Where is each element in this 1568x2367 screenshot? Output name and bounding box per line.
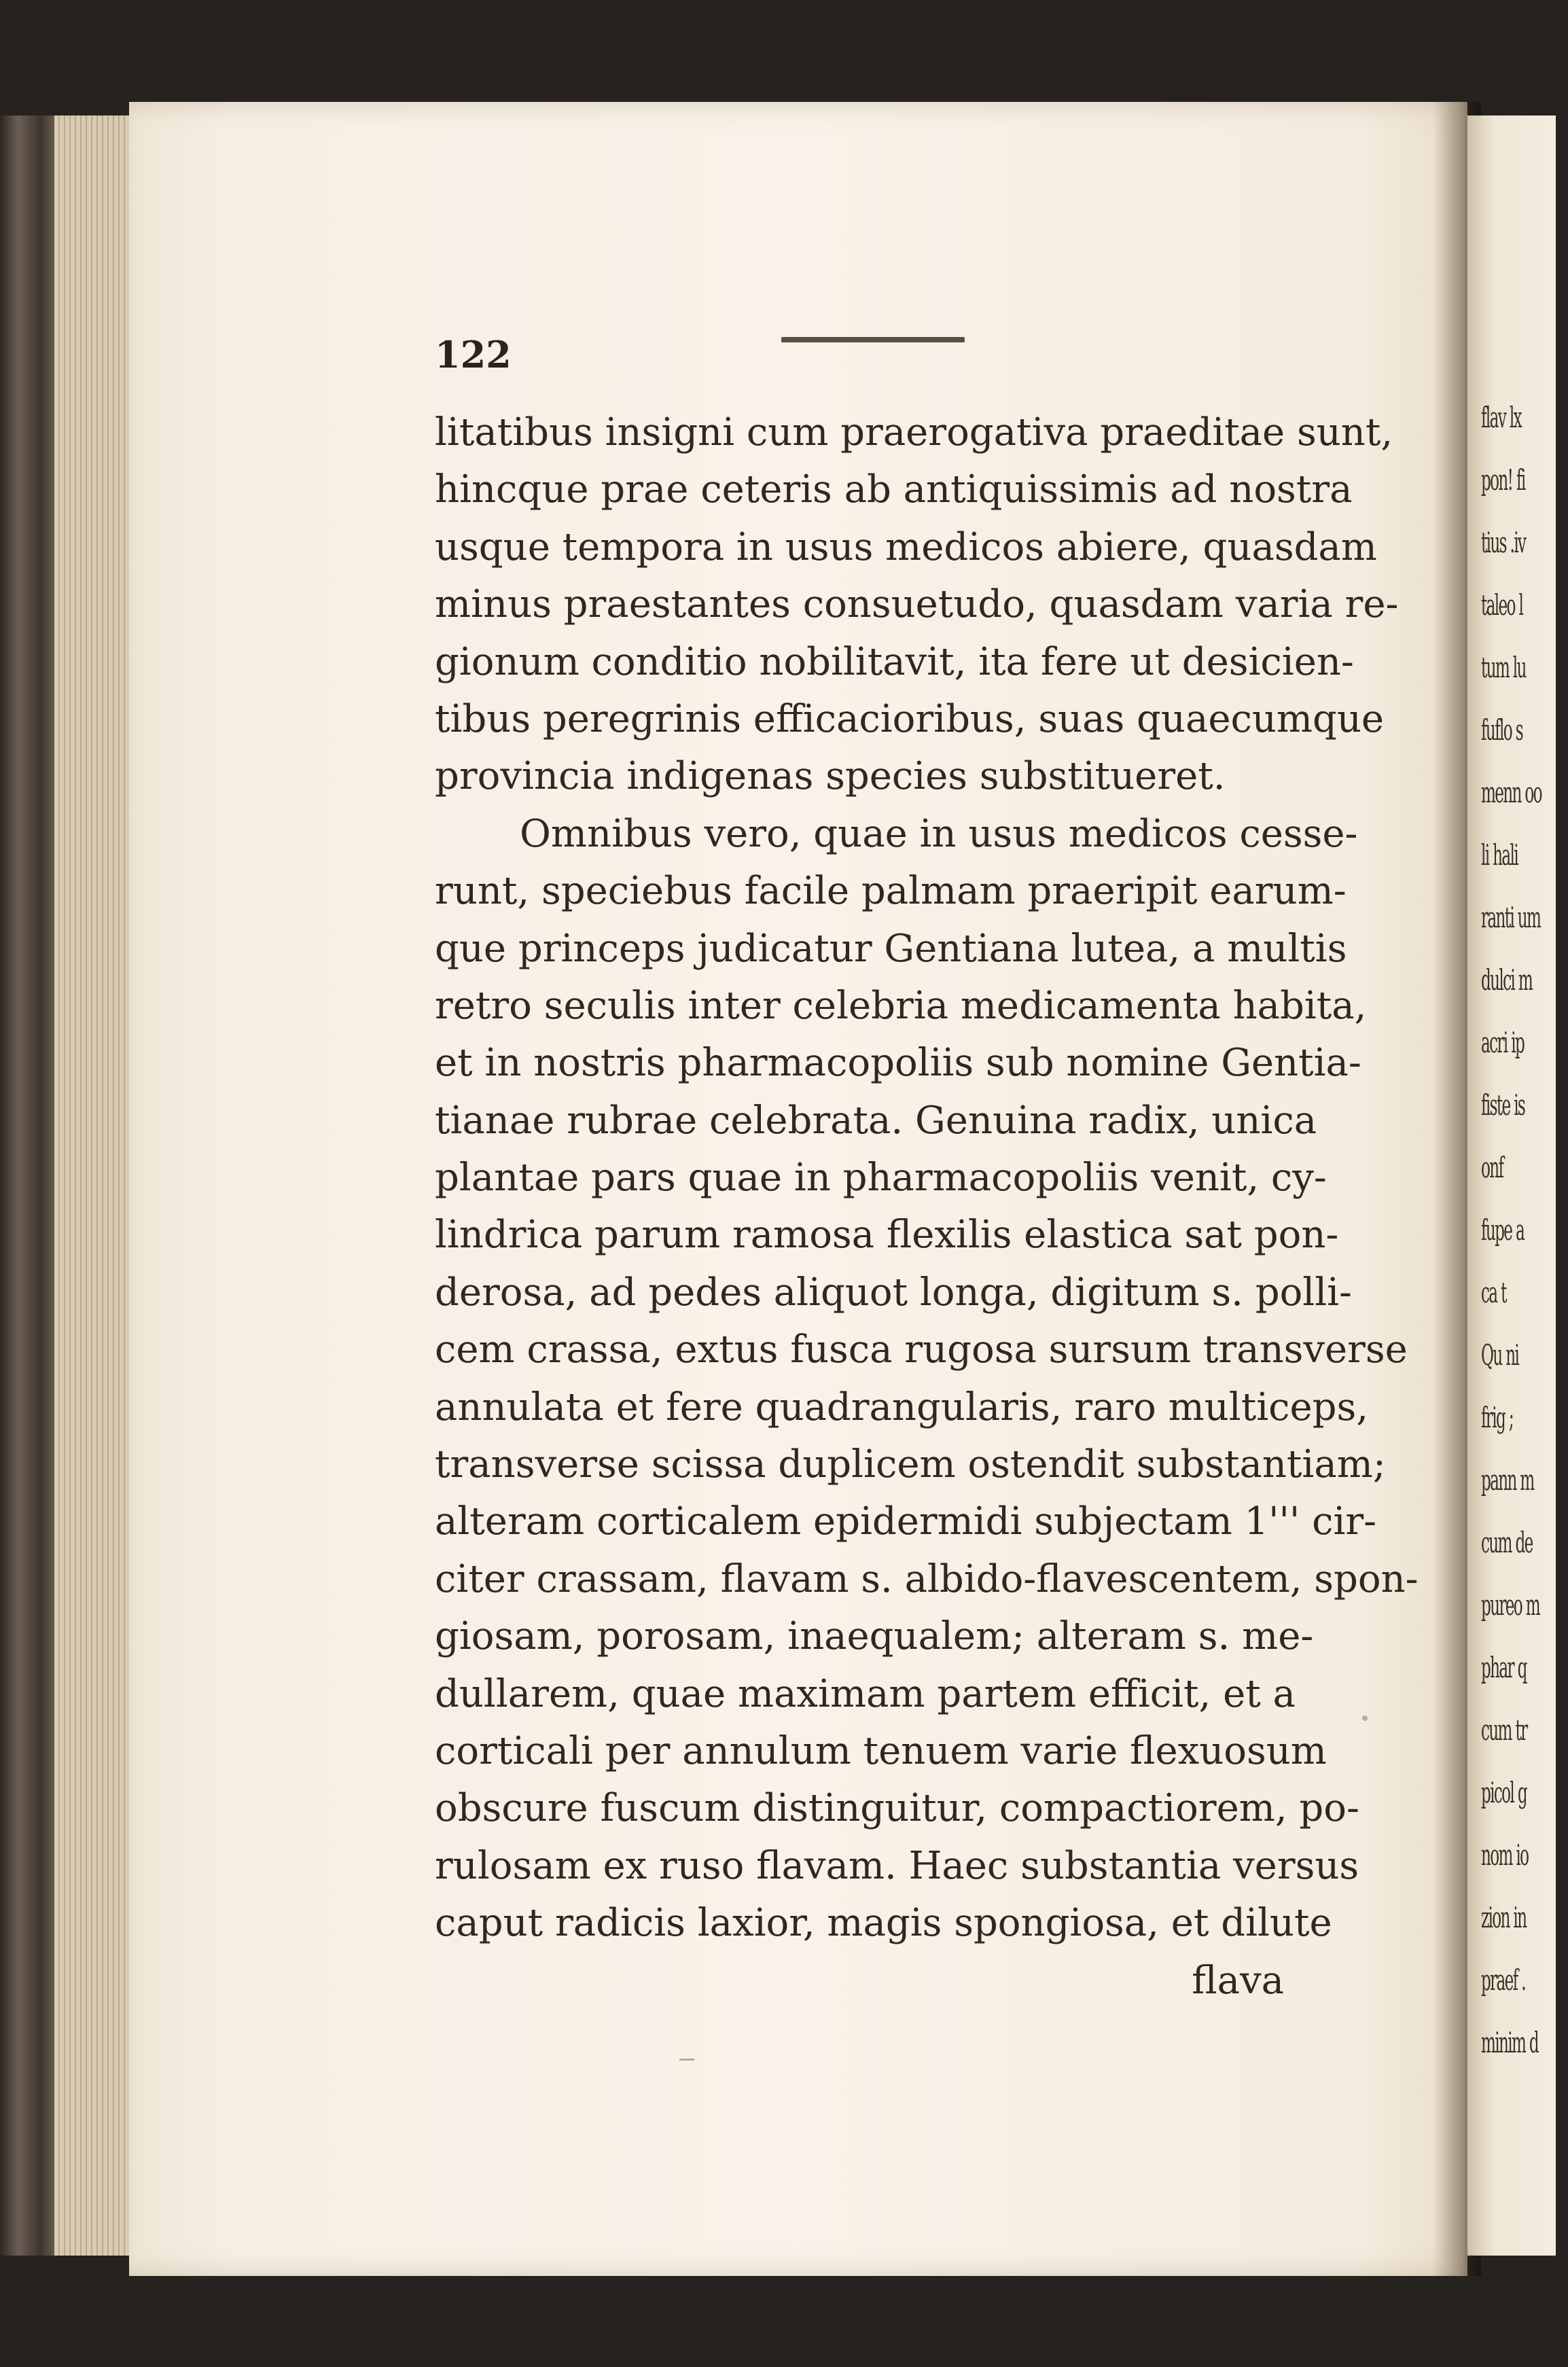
fragment-line: ranti um — [1481, 901, 1541, 934]
fragment-line: fupe a — [1481, 1213, 1525, 1247]
text-line: et in nostris pharmacopoliis sub nomine Gentia- — [435, 1041, 1361, 1086]
fragment-line: pureo m — [1481, 1588, 1539, 1622]
fragment-line: tum lu — [1481, 651, 1526, 684]
text-line: alteram corticalem epidermidi subjectam 1''' cir- — [435, 1499, 1377, 1544]
fragment-line: cum de — [1481, 1526, 1533, 1559]
fragment-line: fiste is — [1481, 1088, 1525, 1122]
fragment-line: li hali — [1481, 838, 1518, 872]
text-line: citer crassam, flavam s. albido-flavescentem, spon- — [435, 1556, 1419, 1601]
text-line: hincque prae ceteris ab antiquissimis ad nostra — [435, 467, 1353, 512]
catchword: flava — [1192, 1958, 1284, 2003]
text-line: obscure fuscum distinguitur, compactiorem, po- — [435, 1786, 1359, 1831]
text-line: Omnibus vero, quae in usus medicos cesse- — [520, 811, 1358, 856]
header-rule — [781, 337, 965, 342]
text-line: retro seculis inter celebria medicamenta habita, — [435, 983, 1367, 1028]
fragment-line: minim d — [1481, 2026, 1539, 2059]
text-line: annulata et fere quadrangularis, raro multiceps, — [435, 1385, 1369, 1429]
text-line: que princeps judicatur Gentiana lutea, a multis — [435, 926, 1347, 971]
fragment-line: flav lx — [1481, 401, 1521, 434]
fragment-line: Qu ni — [1481, 1338, 1519, 1372]
fragment-line: menn oo — [1481, 776, 1542, 809]
text-line: lindrica parum ramosa flexilis elastica sat pon- — [435, 1213, 1339, 1258]
text-line: corticali per annulum tenuem varie flexuosum — [435, 1728, 1327, 1773]
fragment-line: pann m — [1481, 1463, 1534, 1497]
fragment-line: cum tr — [1481, 1713, 1527, 1747]
fragment-line: praef . — [1481, 1963, 1525, 1997]
footer-dash — [679, 2059, 694, 2061]
text-line: rulosam ex ruso flavam. Haec substantia versus — [435, 1843, 1359, 1888]
text-line: dullarem, quae maximam partem efficit, et a — [435, 1671, 1296, 1716]
fragment-line: phar q — [1481, 1651, 1527, 1684]
text-line: transverse scissa duplicem ostendit substantiam; — [435, 1442, 1386, 1487]
fragment-line: pon! fi — [1481, 463, 1525, 497]
text-line: caput radicis laxior, magis spongiosa, et dilute — [435, 1901, 1332, 1946]
fragment-line: dulci m — [1481, 963, 1533, 997]
text-line: plantae pars quae in pharmacopoliis venit, cy- — [435, 1156, 1327, 1200]
fragment-line: nom io — [1481, 1838, 1529, 1872]
page-number: 122 — [435, 333, 512, 376]
next-page-edge — [1467, 115, 1556, 2256]
fragment-line: onf — [1481, 1151, 1503, 1184]
text-line: tianae rubrae celebrata. Genuina radix, unica — [435, 1098, 1317, 1143]
text-line: runt, speciebus facile palmam praeripit earum- — [435, 869, 1347, 914]
paper-spot — [1362, 1715, 1368, 1721]
body-text — [435, 404, 1419, 2010]
fragment-line: ca t — [1481, 1276, 1506, 1309]
text-line: provincia indigenas species substitueret. — [435, 754, 1226, 799]
fragment-line: frig ; — [1481, 1401, 1513, 1434]
text-line: litatibus insigni cum praerogativa praeditae sunt, — [435, 410, 1393, 455]
fragment-line: fuflo s — [1481, 713, 1522, 747]
text-line: giosam, porosam, inaequalem; alteram s. me- — [435, 1614, 1314, 1659]
fragment-line: zion in — [1481, 1901, 1527, 1934]
fragment-line: picol g — [1481, 1776, 1527, 1809]
text-line: tibus peregrinis efficacioribus, suas quaecumque — [435, 696, 1385, 741]
fragment-line: taleo l — [1481, 588, 1523, 622]
text-line: usque tempora in usus medicos abiere, quasdam — [435, 524, 1377, 569]
text-line: cem crassa, extus fusca rugosa sursum transverse — [435, 1328, 1408, 1372]
fragment-line: acri ip — [1481, 1026, 1525, 1059]
text-line: gionum conditio nobilitavit, ita fere ut desicien- — [435, 639, 1354, 684]
fragment-line: tius .iv — [1481, 526, 1526, 559]
text-line: derosa, ad pedes aliquot longa, digitum s. polli- — [435, 1270, 1352, 1315]
text-line: minus praestantes consuetudo, quasdam varia re- — [435, 582, 1399, 627]
next-page-fragments — [1481, 401, 1556, 2088]
